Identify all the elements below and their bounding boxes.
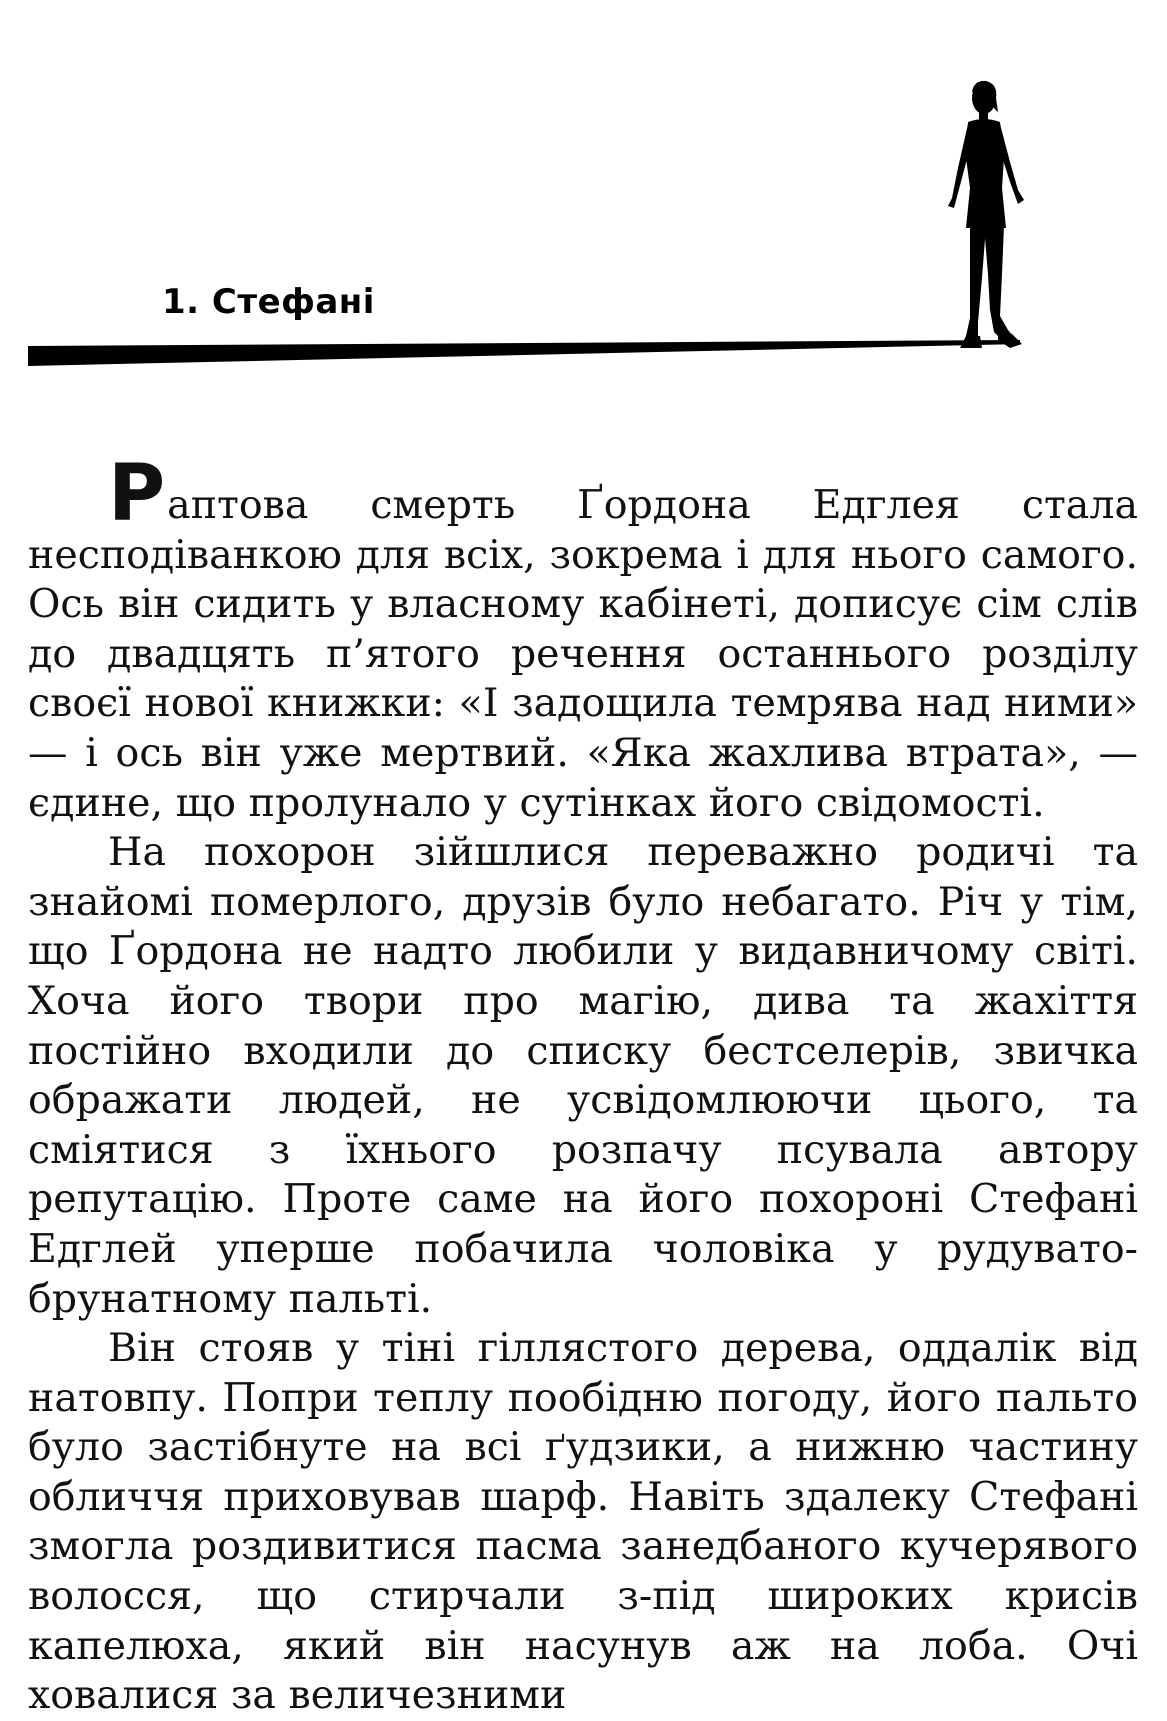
paragraph-2: На похорон зійшлися переважно родичі та знайомі померлого, друзів було небагато. Річ у тім, що Ґордона не надто любили у видавничому світі. Хоча його твори про магію, дива та жахіття постійно входили до списку бестселерів, звичка ображати людей, не усвідомлюючи цього, та сміятися з їхнього розпачу псувала автору репутацію. Проте саме на його похороні Стефані Едглей уперше побачила чоловіка у рудувато-брунатному пальті. (28, 829, 1138, 1322)
chapter-title: 1. Стефані (162, 282, 375, 322)
paragraph-3: Він стояв у тіні гіллястого дерева, оддалік від натовпу. Попри теплу пообідню погоду, його пальто було застібнуте на всі ґудзики, а нижню частину обличчя приховував шарф. Навіть здалеку Стефані змогла роздивитися пасма занедбаного кучерявого волосся, що стирчали з-під широких крисів капелюха, який він насунув аж на лоба. Очі ховалися за величезними (28, 1325, 1138, 1719)
paragraph-1-text: аптова смерть Ґордона Едглея стала несподіванкою для всіх, зокрема і для нього самого. Ось він сидить у власному кабінеті, дописує сім слів до двадцять п’ятого речення останнього розділу своєї нової книжки: «І задощила темрява над ними» — і ось він уже мертвий. «Яка жахлива втрата», — єдине, що пролунало у сутінках його свідомості. (28, 482, 1138, 826)
drop-cap: Р (108, 449, 166, 539)
chapter-title-rule (28, 340, 1020, 366)
paragraph-1 (28, 449, 1138, 828)
woman-silhouette-icon (948, 78, 1026, 354)
chapter-body (28, 449, 1138, 1721)
